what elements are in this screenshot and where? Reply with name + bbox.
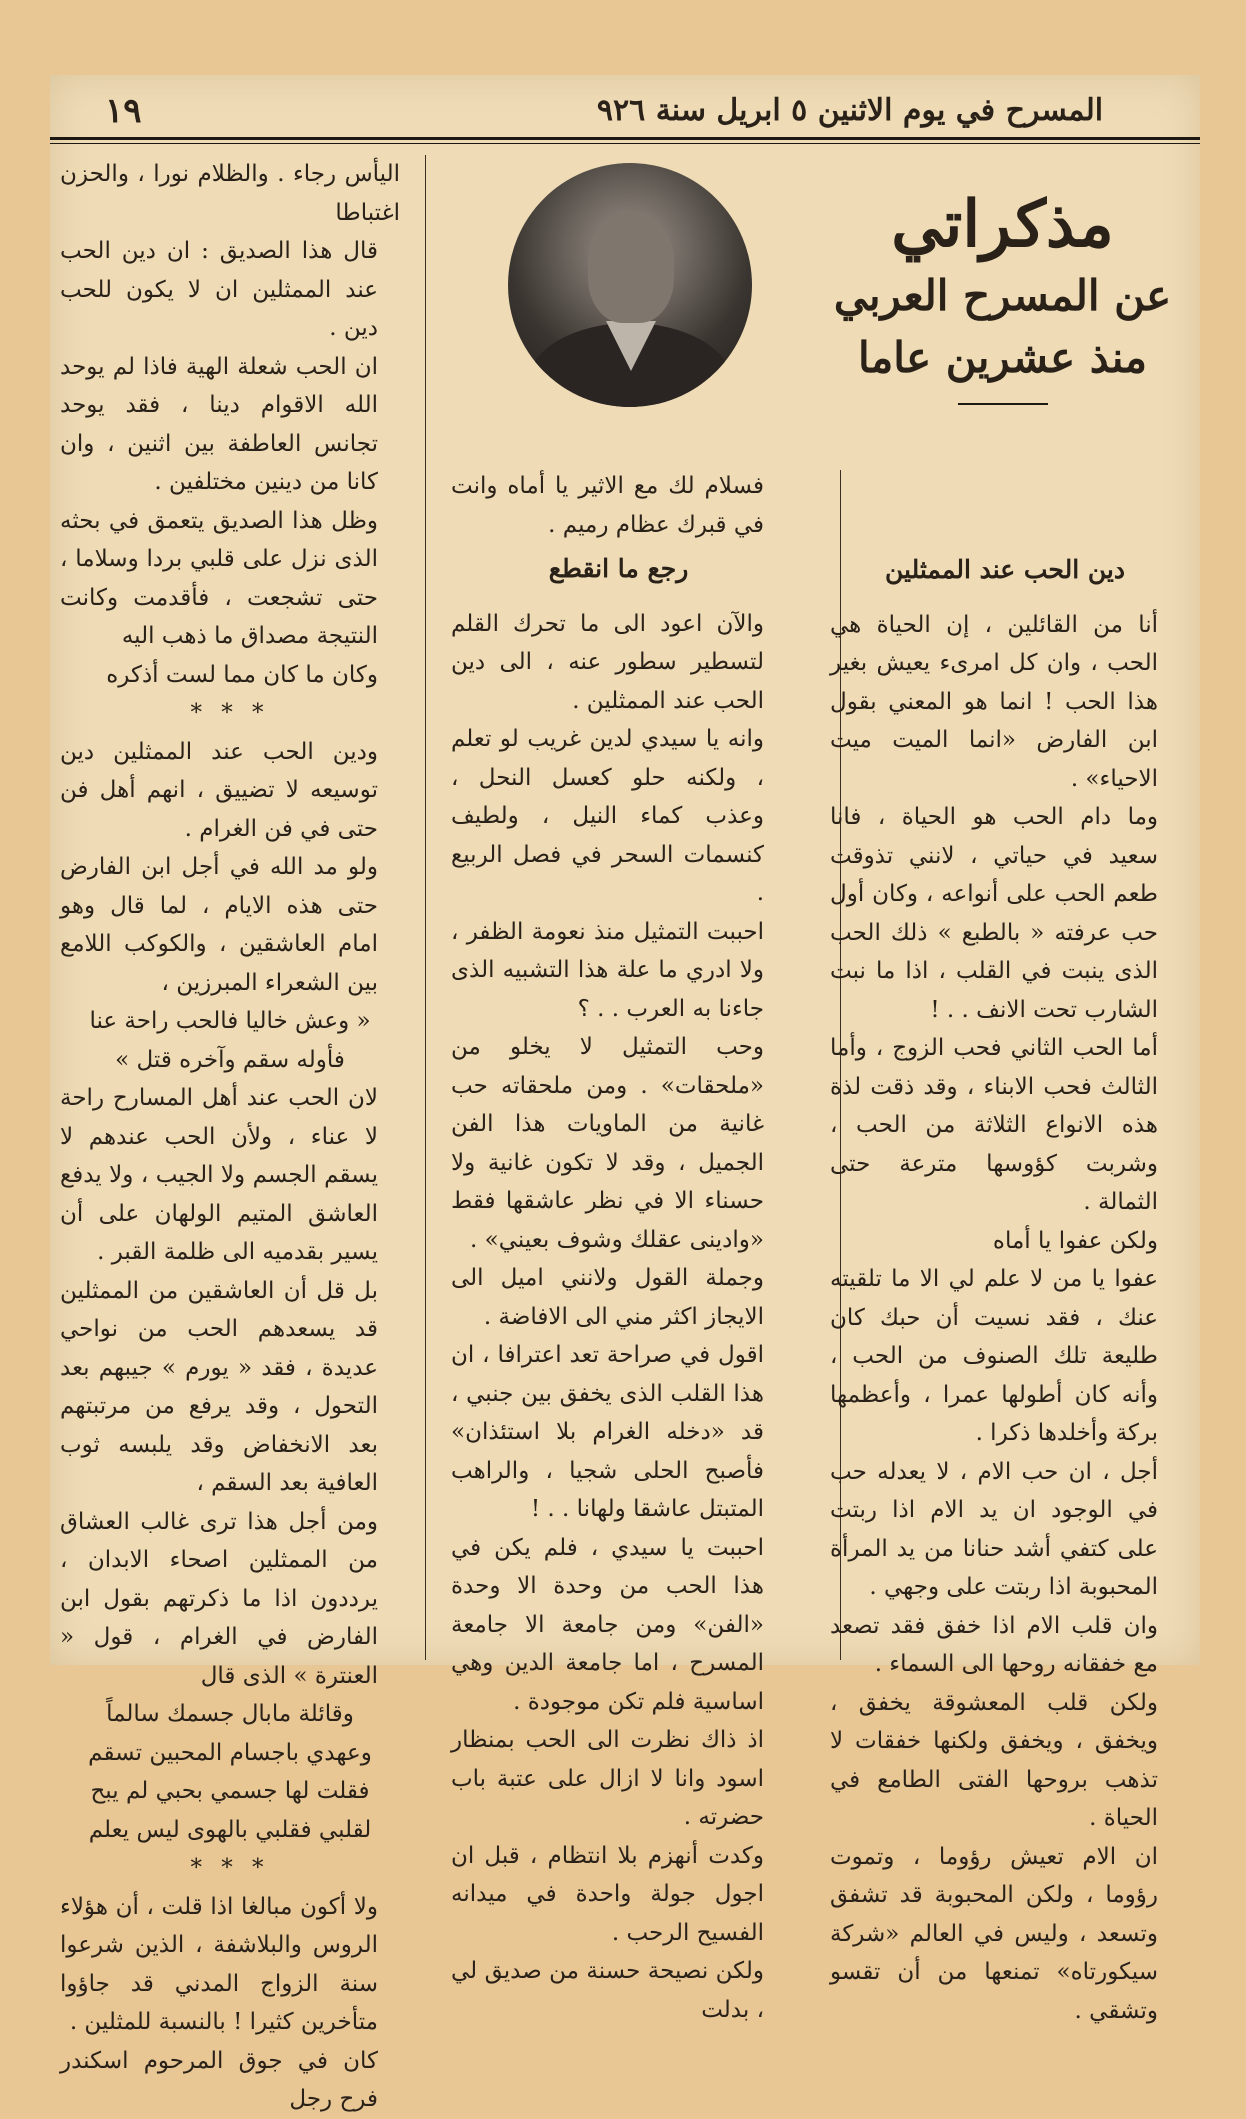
- paragraph: اليأس رجاء . والظلام نورا ، والحزن اغتباطا: [60, 161, 400, 226]
- paragraph: احببت التمثيل منذ نعومة الظفر ، ولا ادري ما علة هذا التشبيه الذى جاءنا به العرب . . ؟: [451, 918, 764, 1022]
- header-rule: [50, 137, 1200, 140]
- paragraph: وما دام الحب هو الحياة ، فانا سعيد في حياتي ، لانني تذوقت طعم الحب على أنواعه ، وكان أول حب عرفته « بالطبع » ذلك الحب الذى ينبت في القلب ، اذا ما نبت الشارب تحت الانف . . !: [830, 804, 1158, 1023]
- paragraph: ومن أجل هذا ترى غالب العشاق من الممثلين اصحاء الابدان ، يرددون اذا ما ذكرتهم بقول ابن الفارض في الغرام ، قول « العنترة » الذى قال: [60, 1508, 378, 1689]
- paragraph: ولا أكون مبالغا اذا قلت ، أن هؤلاء الروس والبلاشفة ، الذين شرعوا سنة الزواج المدني قد جاؤوا متأخرين كثيرا ! بالنسبة للمثلين .: [60, 1893, 378, 2035]
- paragraph: لان الحب عند أهل المسارح راحة لا عناء ، ولأن الحب عندهم لا يسقم الجسم ولا الجيب ، ولا يدفع العاشق المتيم الولهان على أن يسير بقدميه الى ظلمة القبر .: [60, 1085, 378, 1265]
- paragraph: اقول في صراحة تعد اعترافا ، ان هذا القلب الذى يخفق بين جنبي ، قد «دخله الغرام بلا استئذان» فأصبح الحلى شجيا ، والراهب المتبتل عاشقا ولهانا . . !: [451, 1342, 764, 1522]
- paragraph: عفوا يا من لا علم لي الا ما تلقيته عنك ، فقد نسيت أن حبك كان طليعة تلك الصنوف من الحب ، وأنه كان أطولها عمرا ، وأعظمها بركة وأخلدها ذكرا .: [830, 1266, 1158, 1446]
- paragraph: وان قلب الام اذا خفق فقد تصعد مع خفقانه روحها الى السماء .: [830, 1612, 1158, 1677]
- page-header: [50, 93, 1200, 133]
- paragraph: كان في جوق المرحوم اسكندر فرح رجل: [60, 2047, 378, 2112]
- paragraph: وظل هذا الصديق يتعمق في بحثه الذى نزل على قلبي بردا وسلاما ، حتى تشجعت ، فأقدمت وكانت النتيجة مصداق ما ذهب اليه: [60, 507, 378, 649]
- left-column: [60, 155, 400, 2119]
- masthead-subtitle-2: منذ عشرين عاما: [858, 333, 1147, 382]
- paragraph: وكدت أنهزم بلا انتظام ، قبل ان اجول جولة واحدة في ميدانه الفسيح الرحب .: [451, 1842, 764, 1946]
- paragraph: ولكن عفوا يا أماه: [992, 1227, 1158, 1254]
- page-number: ١٩: [105, 91, 142, 131]
- verse-line: لقلبي فقلبي بالهوى ليس يعلم: [88, 1816, 372, 1843]
- paragraph: ودين الحب عند الممثلين دين توسيعه لا تضييق ، انهم أهل فن حتى في فن الغرام .: [60, 738, 378, 842]
- paragraph: والآن اعود الى ما تحرك القلم لتسطير سطور عنه ، الى دين الحب عند الممثلين .: [451, 610, 764, 714]
- verse-line: وقائلة مابال جسمك سالماً: [106, 1701, 354, 1727]
- paragraph: أما الحب الثاني فحب الزوج ، وأما الثالث فحب الابناء ، وقد ذقت لذة هذه الانواع الثلاثة من الحب ، وشربت كؤوسها مترعة حتى الثمالة .: [830, 1035, 1158, 1215]
- paragraph: بل قل أن العاشقين من الممثلين قد يسعدهم الحب من نواحي عديدة ، فقد « يورم » جيبهم بعد التحول ، وقد يرفع من مرتبتهم بعد الانخفاض وقد يلبسه ثوب العافية بعد السقم ،: [60, 1277, 378, 1496]
- paragraph: أجل ، ان حب الام ، لا يعدله حب في الوجود ان يد الام اذا ربتت على كتفي أشد حنانا من يد المرأة المحبوبة اذا ربتت على وجهي .: [830, 1458, 1158, 1600]
- paragraph: وانه يا سيدي لدين غريب لو تعلم ، ولكنه حلو كعسل النحل ، وعذب كماء النيل ، ولطيف كنسمات السحر في فصل الربيع .: [451, 726, 764, 906]
- right-column: [830, 545, 1180, 2030]
- paragraph: وحب التمثيل لا يخلو من «ملحقات» . ومن ملحقاته حب غانية من الماويات هذا الفن الجميل ، وقد لا تكون غانية ولا حسناء الا في نظر عاشقها فقط «وادينى عقلك وشوف بعيني» .: [451, 1034, 764, 1253]
- masthead-subtitle: عن المسرح العربي: [833, 271, 1172, 320]
- paragraph: ان الحب شعلة الهية فاذا لم يوحد الله الاقوام دينا ، فقد يوحد تجانس العاطفة بين اثنين ، وان كانا من دينين مختلفين .: [60, 353, 378, 495]
- newspaper-page: [50, 75, 1200, 2112]
- article-masthead: [825, 185, 1180, 405]
- verse-line: « وعش خاليا فالحب راحة عنا: [89, 1008, 371, 1034]
- author-portrait: [508, 163, 752, 407]
- paragraph: ولكن نصيحة حسنة من صديق لي ، بدلت: [451, 1958, 764, 2023]
- paragraph: ولكن قلب المعشوقة يخفق ، ويخفق ، ويخفق ولكنها خفقات لا تذهب بروحها الفتى الطامع في الحياة .: [830, 1689, 1158, 1831]
- paragraph: قال هذا الصديق : ان دين الحب عند الممثلين ان لا يكون للحب دين .: [60, 238, 378, 341]
- paragraph: فسلام لك مع الاثير يا أماه وانت في قبرك عظام رميم .: [451, 473, 764, 538]
- section-separator: * * *: [190, 1855, 270, 1881]
- verse-line: وعهدي باجسام المحبين تسقم: [88, 1739, 372, 1766]
- paragraph: اذ ذاك نظرت الى الحب بمنظار اسود وانا لا ازال على عتبة باب حضرته .: [451, 1727, 764, 1830]
- header-rule-thin: [50, 143, 1200, 144]
- masthead-title: مذكراتي: [891, 187, 1114, 262]
- paragraph: ولو مد الله في أجل ابن الفارض حتى هذه الايام ، لما قال وهو امام العاشقين ، والكوكب اللامع بين الشعراء المبرزين ،: [60, 854, 378, 996]
- paragraph: وجملة القول ولانني اميل الى الايجاز اكثر مني الى الافاضة .: [451, 1265, 764, 1330]
- column-divider-left: [425, 155, 426, 1660]
- verse-line: فأوله سقم وآخره قتل »: [115, 1046, 345, 1073]
- section-subhead: دين الحب عند الممثلين: [885, 555, 1125, 584]
- section-separator: * * *: [190, 700, 270, 726]
- header-title: المسرح في يوم الاثنين ٥ ابريل سنة ٩٢٦: [596, 93, 1104, 128]
- middle-column: [451, 467, 786, 2029]
- section-subhead: رجع ما انقطع: [548, 554, 689, 583]
- paragraph: احببت يا سيدي ، فلم يكن في هذا الحب من وحدة الا وحدة «الفن» ومن جامعة الا جامعة المسرح ، اما جامعة الدين وهي اساسية فلم تكن موجودة .: [451, 1534, 764, 1715]
- verse-line: فقلت لها جسمي بحبي لم يبح: [90, 1778, 370, 1804]
- paragraph: وكان ما كان مما لست أذكره: [106, 661, 378, 688]
- masthead-rule: [958, 403, 1048, 405]
- paragraph: ان الام تعيش رؤوما ، وتموت رؤوما ، ولكن المحبوبة قد تشفق وتسعد ، وليس في العالم «شركة سيكورتاه» تمنعها من أن تقسو وتشقي .: [830, 1843, 1158, 2024]
- paragraph: أنا من القائلين ، إن الحياة هي الحب ، وان كل امرىء يعيش بغير هذا الحب ! انما هو المعني بقول ابن الفارض «انما الميت ميت الاحياء» .: [830, 611, 1158, 792]
